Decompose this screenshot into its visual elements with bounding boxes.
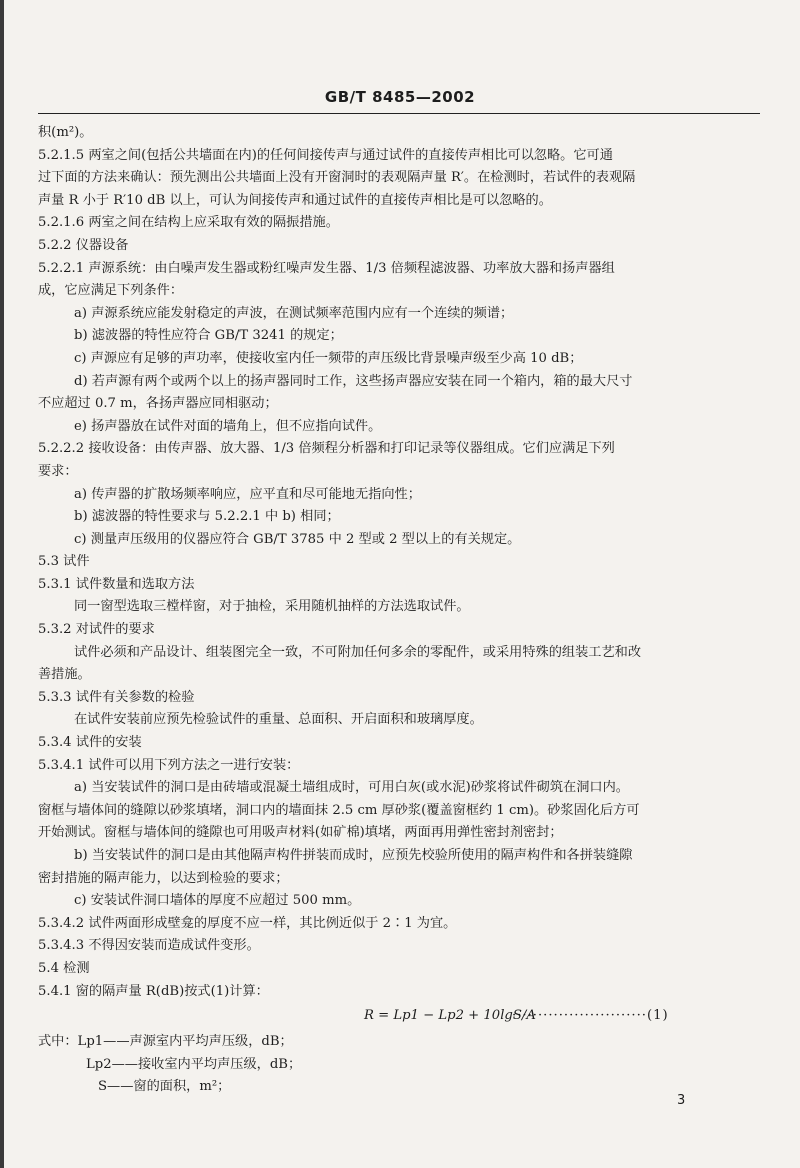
text-line: 5.2.2.1 声源系统：由白噪声发生器或粉红噪声发生器、1/3 倍频程滤波器、功率放大器和扬声器组 (38, 260, 615, 276)
text-line: 积(m²)。 (38, 125, 93, 140)
text-line: c) 测量声压级用的仪器应符合 GB/T 3785 中 2 型或 2 型以上的有关规定。 (74, 531, 521, 547)
formula-definitions (38, 1031, 760, 1099)
text-line: 要求： (38, 463, 78, 479)
text-line: 5.2.1.6 两室之间在结构上应采取有效的隔振措施。 (38, 215, 339, 231)
text-line: c) 声源应有足够的声功率，使接收室内任一频带的声压级比背景噪声级至少高 10 dB； (74, 350, 583, 366)
text-lines (38, 122, 760, 1003)
text-line: 5.3.4.1 试件可以用下列方法之一进行安装： (38, 757, 300, 773)
text-line: 5.4 检测 (38, 960, 90, 976)
text-line: 过下面的方法来确认：预先测出公共墙面上没有开窗洞时的表观隔声量 R′。在检测时，若试件的表观隔 (38, 170, 636, 186)
text-line: 5.3.4.3 不得因安装而造成试件变形。 (38, 938, 260, 954)
text-line: a) 声源系统应能发射稳定的声波，在测试频率范围内应有一个连续的频谱； (74, 305, 514, 321)
text-line: 5.3.4.2 试件两面形成壁龛的厚度不应一样，其比例近似于 2∶1 为宜。 (38, 915, 457, 931)
text-line: 密封措施的隔声能力，以达到检验的要求； (38, 870, 289, 886)
definition-line: Lp2——接收室内平均声压级，dB； (86, 1056, 302, 1072)
text-line: c) 安装试件洞口墙体的厚度不应超过 500 mm。 (74, 893, 361, 909)
text-line: a) 传声器的扩散场频率响应，应平直和尽可能地无指向性； (74, 486, 421, 502)
definition-line: S——窗的面积，m²； (98, 1079, 231, 1095)
text-line: 声量 R 小于 R′10 dB 以上，可认为间接传声和通过试件的直接传声相比是可以忽略的。 (38, 192, 552, 208)
text-line: 不应超过 0.7 m，各扬声器应同相驱动； (38, 396, 278, 412)
page-number: 3 (677, 1093, 686, 1108)
body-text (38, 122, 760, 1099)
text-line: 窗框与墙体间的缝隙以砂浆填堵，洞口内的墙面抹 2.5 cm 厚砂浆(覆盖窗框约 1 cm)。砂浆固化后方可 (38, 802, 640, 818)
standard-code-header: GB/T 8485—2002 (324, 88, 476, 106)
text-line: b) 滤波器的特性应符合 GB/T 3241 的规定； (74, 328, 343, 344)
text-line: 5.3.2 对试件的要求 (38, 622, 155, 638)
text-line: b) 当安装试件的洞口是由其他隔声构件拼装而成时，应预先校验所使用的隔声构件和各拼装缝隙 (74, 848, 633, 863)
text-line: 同一窗型选取三樘样窗，对于抽检，采用随机抽样的方法选取试件。 (74, 599, 470, 615)
text-line: a) 当安装试件的洞口是由砖墙或混凝土墙组成时，可用白灰(或水泥)砂浆将试件砌筑在洞口内。 (74, 780, 629, 796)
text-line: 开始测试。窗框与墙体间的缝隙也可用吸声材料(如矿棉)填堵，两面再用弹性密封剂密封； (38, 825, 563, 841)
header-rule (38, 113, 760, 114)
text-line: 5.2.1.5 两室之间(包括公共墙面在内)的任何间接传声与通过试件的直接传声相比可以忽略。它可通 (38, 147, 613, 163)
formula-expression: R = Lp1 − Lp2 + 10lgS/A (364, 1008, 536, 1024)
text-line: 成，它应满足下列条件： (38, 283, 184, 299)
scan-edge (0, 0, 4, 1168)
text-line: 5.3.4 试件的安装 (38, 735, 142, 751)
text-line: 善措施。 (38, 667, 91, 683)
text-line: 5.4.1 窗的隔声量 R(dB)按式(1)计算： (38, 983, 269, 999)
text-line: 5.3 试件 (38, 554, 90, 570)
definition-line: 式中：Lp1——声源室内平均声压级，dB； (38, 1034, 293, 1050)
text-line: 5.2.2.2 接收设备：由传声器、放大器、1/3 倍频程分析器和打印记录等仪器组成。它们应满足下列 (38, 441, 615, 457)
formula-row (38, 1005, 760, 1031)
text-line: 5.3.1 试件数量和选取方法 (38, 576, 195, 592)
text-line: 5.2.2 仪器设备 (38, 237, 129, 253)
text-line: e) 扬声器放在试件对面的墙角上，但不应指向试件。 (74, 418, 382, 434)
formula-number: ··························(1) (512, 1008, 669, 1024)
text-line: 5.3.3 试件有关参数的检验 (38, 689, 195, 705)
text-line: 在试件安装前应预先检验试件的重量、总面积、开启面积和玻璃厚度。 (74, 712, 483, 728)
text-line: d) 若声源有两个或两个以上的扬声器同时工作，这些扬声器应安装在同一个箱内，箱的最大尺寸 (74, 373, 633, 389)
text-line: 试件必须和产品设计、组装图完全一致，不可附加任何多余的零配件，或采用特殊的组装工艺和改 (74, 644, 642, 660)
text-line: b) 滤波器的特性要求与 5.2.2.1 中 b) 相同； (74, 509, 340, 525)
